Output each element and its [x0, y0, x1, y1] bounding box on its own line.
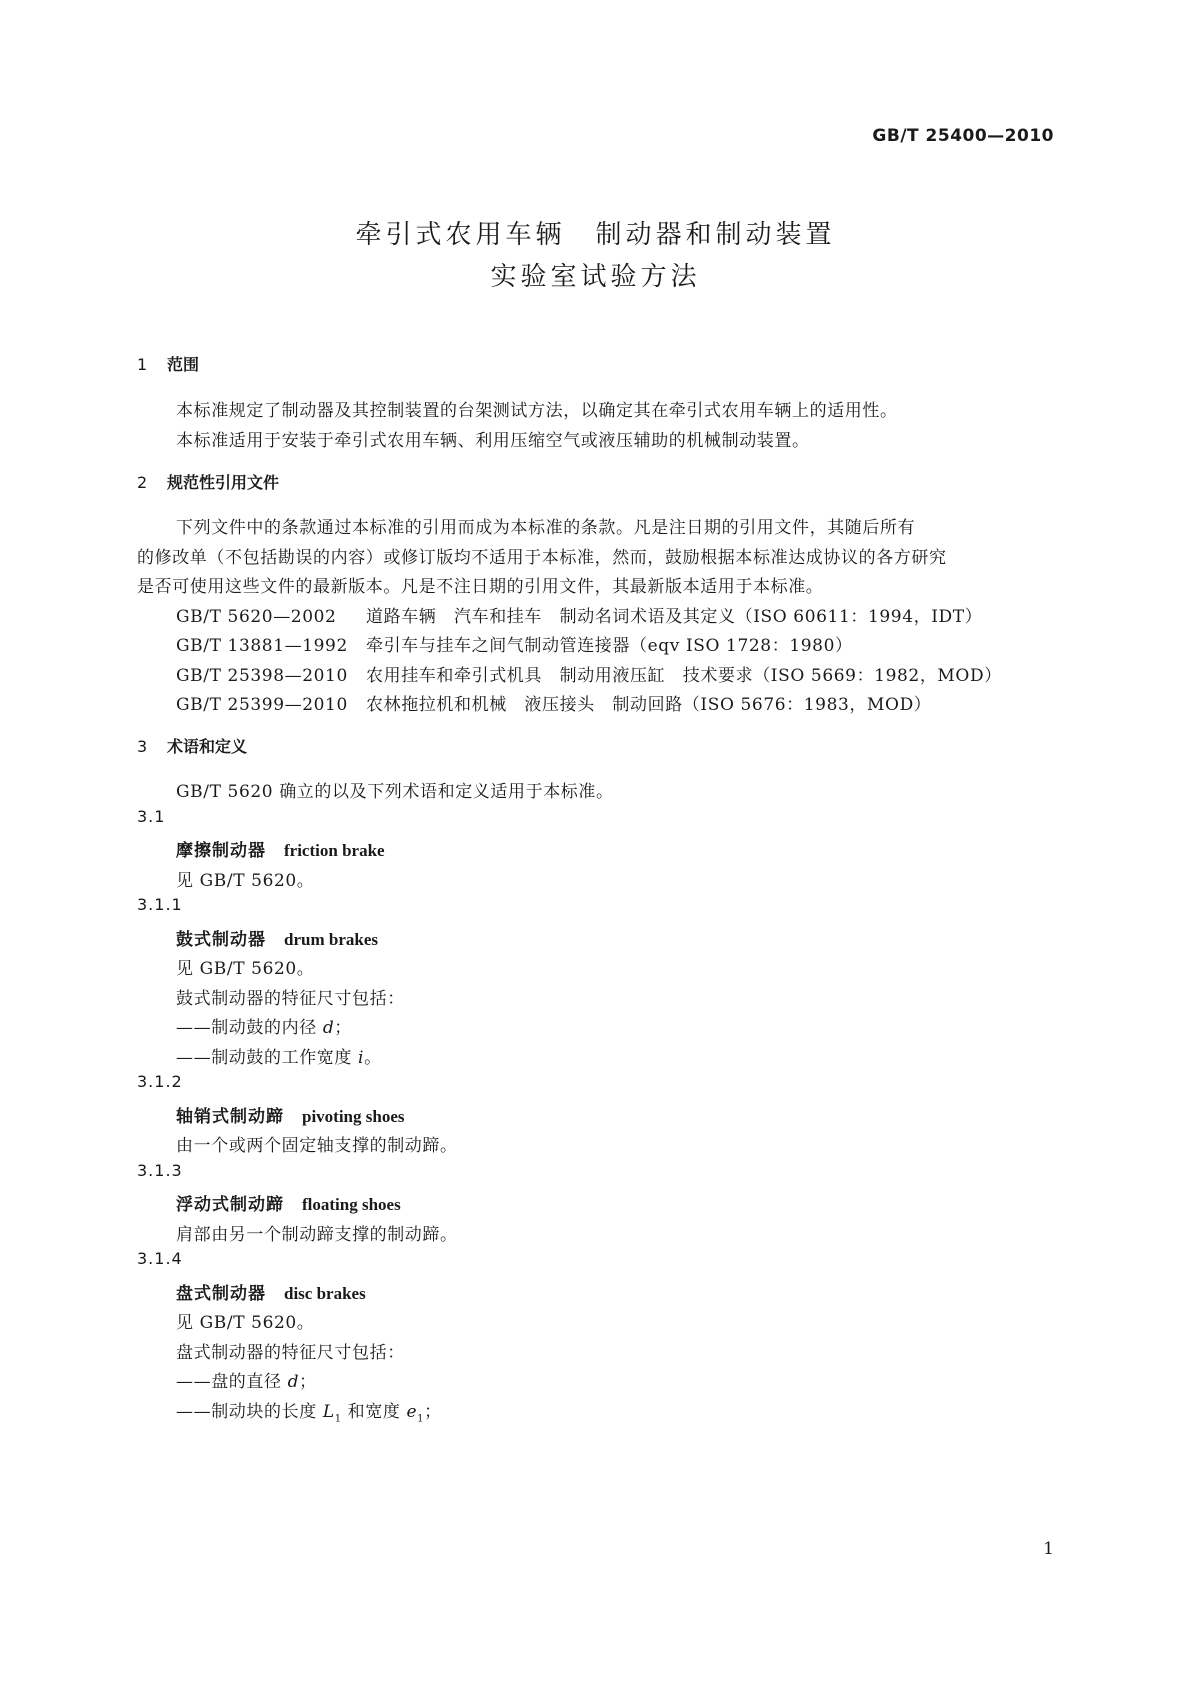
reference-entry [176, 690, 931, 715]
list-item [176, 1397, 442, 1424]
list-item [176, 1013, 352, 1038]
term-heading [176, 1102, 405, 1127]
term-en: drum brakes [284, 930, 378, 949]
reference-title: 牵引车与挂车之间气制动管连接器（eqv ISO 1728：1980） [366, 636, 853, 656]
list-item-text: ——盘的直径 [176, 1372, 288, 1392]
term-definition: 见 GB/T 5620。 [176, 1313, 315, 1333]
reference-title: 道路车辆 汽车和挂车 制动名词术语及其定义（ISO 60611：1994，IDT） [366, 607, 983, 627]
list-item [176, 1367, 317, 1392]
term-heading [176, 1279, 366, 1304]
section-3-heading [137, 734, 247, 757]
reference-code: GB/T 13881—1992 [176, 636, 348, 656]
section-title: 规范性引用文件 [167, 473, 280, 492]
term-heading [176, 836, 385, 861]
symbol: d [322, 1018, 335, 1038]
term-zh: 浮动式制动蹄 [176, 1195, 284, 1215]
list-item-text: ——制动鼓的工作宽度 [176, 1048, 359, 1068]
clause-number: 3.1.1 [137, 895, 183, 914]
paragraph-line: 的修改单（不包括勘误的内容）或修订版均不适用于本标准，然而，鼓励根据本标准达成协议的各方研究 [137, 548, 947, 568]
paragraph: 本标准规定了制动器及其控制装置的台架测试方法，以确定其在牵引式农用车辆上的适用性。 [176, 401, 898, 421]
reference-code: GB/T 5620—2002 [176, 607, 337, 627]
list-item [176, 1043, 382, 1068]
clause-number: 3.1.3 [137, 1161, 183, 1180]
section-1-heading [137, 352, 199, 375]
list-item-text: ——制动鼓的内径 [176, 1018, 323, 1038]
list-item-end: ； [299, 1372, 317, 1392]
paragraph: GB/T 5620 确立的以及下列术语和定义适用于本标准。 [176, 782, 614, 802]
symbol: i [358, 1048, 365, 1068]
term-en: floating shoes [302, 1195, 401, 1214]
list-item-end: ； [424, 1402, 442, 1422]
section-number: 3 [137, 737, 148, 756]
symbol: L [322, 1402, 335, 1422]
reference-code: GB/T 25398—2010 [176, 666, 348, 686]
standard-code: GB/T 25400—2010 [872, 126, 1054, 146]
term-zh: 轴销式制动蹄 [176, 1107, 284, 1127]
list-item-end: 。 [364, 1048, 382, 1068]
reference-entry [176, 602, 982, 627]
symbol: d [287, 1372, 300, 1392]
term-definition: 由一个或两个固定轴支撑的制动蹄。 [176, 1136, 458, 1156]
term-heading [176, 1190, 401, 1215]
term-note: 盘式制动器的特征尺寸包括： [176, 1343, 405, 1363]
clause-number: 3.1.4 [137, 1249, 183, 1268]
list-item-text: 和宽度 [341, 1402, 407, 1422]
section-title: 范围 [167, 355, 200, 374]
reference-code: GB/T 25399—2010 [176, 695, 348, 715]
reference-title: 农林拖拉机和机械 液压接头 制动回路（ISO 5676：1983，MOD） [366, 695, 932, 715]
term-heading [176, 925, 378, 950]
term-definition: 肩部由另一个制动蹄支撑的制动蹄。 [176, 1225, 458, 1245]
paragraph-line: 是否可使用这些文件的最新版本。凡是不注日期的引用文件，其最新版本适用于本标准。 [137, 577, 824, 597]
term-en: disc brakes [284, 1284, 366, 1303]
document-title-line2: 实验室试验方法 [490, 262, 701, 292]
term-zh: 鼓式制动器 [176, 930, 266, 950]
term-en: pivoting shoes [302, 1107, 405, 1126]
document-title-line1: 牵引式农用车辆 制动器和制动装置 [355, 220, 836, 250]
reference-entry [176, 631, 853, 656]
term-definition: 见 GB/T 5620。 [176, 871, 315, 891]
term-definition: 见 GB/T 5620。 [176, 959, 315, 979]
term-note: 鼓式制动器的特征尺寸包括： [176, 989, 405, 1009]
term-en: friction brake [284, 841, 385, 860]
section-number: 1 [137, 355, 148, 374]
paragraph: 本标准适用于安装于牵引式农用车辆、利用压缩空气或液压辅助的机械制动装置。 [176, 431, 810, 451]
list-item-end: ； [334, 1018, 352, 1038]
page-number: 1 [1043, 1539, 1054, 1559]
subscript: 1 [417, 1413, 425, 1425]
paragraph-line: 下列文件中的条款通过本标准的引用而成为本标准的条款。凡是注日期的引用文件，其随后所有 [176, 518, 916, 538]
section-number: 2 [137, 473, 148, 492]
clause-number: 3.1 [137, 807, 166, 826]
reference-entry [176, 661, 1002, 686]
clause-number: 3.1.2 [137, 1072, 183, 1091]
list-item-text: ——制动块的长度 [176, 1402, 323, 1422]
term-zh: 盘式制动器 [176, 1284, 266, 1304]
section-title: 术语和定义 [167, 737, 248, 756]
section-2-heading [137, 470, 279, 493]
reference-title: 农用挂车和牵引式机具 制动用液压缸 技术要求（ISO 5669：1982，MOD） [366, 666, 1002, 686]
subscript: 1 [334, 1413, 342, 1425]
symbol: e [406, 1402, 418, 1422]
term-zh: 摩擦制动器 [176, 841, 266, 861]
